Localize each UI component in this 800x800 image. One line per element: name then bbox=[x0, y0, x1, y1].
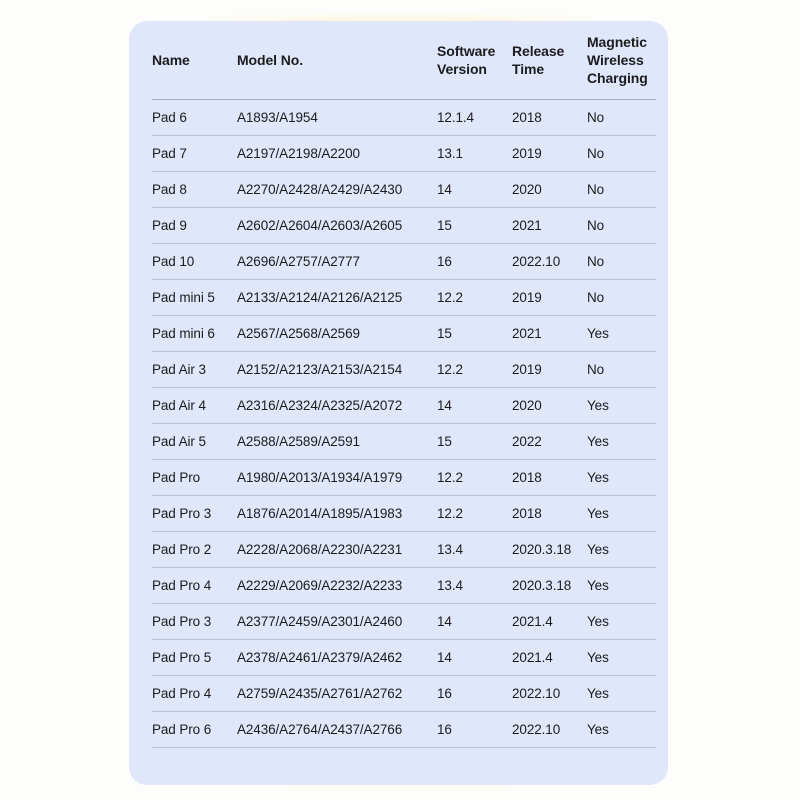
table-header-row bbox=[152, 21, 656, 100]
cell-magnetic-wireless-charging: No bbox=[587, 182, 605, 197]
cell-release-time: 2018 bbox=[512, 506, 542, 521]
compatibility-table-card bbox=[129, 21, 668, 785]
cell-release-time: 2020 bbox=[512, 182, 542, 197]
table-row bbox=[152, 208, 656, 244]
cell-name: Pad Pro 3 bbox=[152, 614, 212, 629]
cell-model-no: A2228/A2068/A2230/A2231 bbox=[237, 542, 403, 557]
cell-software-version: 13.1 bbox=[437, 146, 463, 161]
cell-model-no: A2152/A2123/A2153/A2154 bbox=[237, 362, 403, 377]
cell-model-no: A2588/A2589/A2591 bbox=[237, 434, 360, 449]
cell-release-time: 2019 bbox=[512, 362, 542, 377]
cell-name: Pad Air 3 bbox=[152, 362, 206, 377]
cell-software-version: 14 bbox=[437, 650, 452, 665]
cell-name: Pad 10 bbox=[152, 254, 195, 269]
cell-name: Pad 8 bbox=[152, 182, 187, 197]
cell-software-version: 13.4 bbox=[437, 542, 463, 557]
cell-magnetic-wireless-charging: Yes bbox=[587, 434, 609, 449]
cell-release-time: 2021 bbox=[512, 218, 542, 233]
cell-software-version: 14 bbox=[437, 182, 452, 197]
header-cell-release-time: Release Time bbox=[512, 42, 565, 77]
cell-software-version: 15 bbox=[437, 434, 452, 449]
cell-software-version: 12.2 bbox=[437, 290, 463, 305]
header-cell-model-no: Model No. bbox=[237, 51, 303, 68]
cell-software-version: 12.2 bbox=[437, 506, 463, 521]
cell-model-no: A1876/A2014/A1895/A1983 bbox=[237, 506, 403, 521]
cell-magnetic-wireless-charging: Yes bbox=[587, 542, 609, 557]
cell-release-time: 2022.10 bbox=[512, 686, 561, 701]
cell-magnetic-wireless-charging: Yes bbox=[587, 650, 609, 665]
cell-name: Pad 6 bbox=[152, 110, 187, 125]
cell-model-no: A2133/A2124/A2126/A2125 bbox=[237, 290, 403, 305]
cell-release-time: 2020.3.18 bbox=[512, 578, 572, 593]
cell-name: Pad 7 bbox=[152, 146, 187, 161]
cell-model-no: A2378/A2461/A2379/A2462 bbox=[237, 650, 403, 665]
cell-name: Pad Pro 5 bbox=[152, 650, 212, 665]
cell-magnetic-wireless-charging: No bbox=[587, 110, 605, 125]
table-row bbox=[152, 532, 656, 568]
table-row bbox=[152, 316, 656, 352]
table-row bbox=[152, 388, 656, 424]
cell-name: Pad Pro 6 bbox=[152, 722, 212, 737]
cell-software-version: 14 bbox=[437, 614, 452, 629]
cell-software-version: 12.2 bbox=[437, 362, 463, 377]
cell-release-time: 2022.10 bbox=[512, 254, 561, 269]
cell-name: Pad mini 5 bbox=[152, 290, 215, 305]
table-row bbox=[152, 640, 656, 676]
cell-release-time: 2019 bbox=[512, 290, 542, 305]
cell-model-no: A2270/A2428/A2429/A2430 bbox=[237, 182, 403, 197]
cell-software-version: 16 bbox=[437, 686, 452, 701]
table-row bbox=[152, 172, 656, 208]
table-body bbox=[152, 100, 656, 748]
cell-software-version: 15 bbox=[437, 326, 452, 341]
cell-magnetic-wireless-charging: No bbox=[587, 218, 605, 233]
table-row bbox=[152, 604, 656, 640]
cell-magnetic-wireless-charging: No bbox=[587, 146, 605, 161]
table-row bbox=[152, 424, 656, 460]
header-cell-software-version: Software Version bbox=[437, 42, 496, 77]
cell-software-version: 16 bbox=[437, 254, 452, 269]
cell-model-no: A2377/A2459/A2301/A2460 bbox=[237, 614, 403, 629]
cell-model-no: A2229/A2069/A2232/A2233 bbox=[237, 578, 403, 593]
cell-software-version: 16 bbox=[437, 722, 452, 737]
cell-model-no: A2197/A2198/A2200 bbox=[237, 146, 360, 161]
cell-magnetic-wireless-charging: Yes bbox=[587, 398, 609, 413]
table-row bbox=[152, 280, 656, 316]
cell-release-time: 2020 bbox=[512, 398, 542, 413]
cell-model-no: A2602/A2604/A2603/A2605 bbox=[237, 218, 403, 233]
cell-model-no: A2436/A2764/A2437/A2766 bbox=[237, 722, 403, 737]
cell-name: Pad Air 4 bbox=[152, 398, 206, 413]
cell-magnetic-wireless-charging: Yes bbox=[587, 686, 609, 701]
header-cell-name: Name bbox=[152, 51, 190, 68]
table-row bbox=[152, 568, 656, 604]
cell-software-version: 15 bbox=[437, 218, 452, 233]
cell-magnetic-wireless-charging: Yes bbox=[587, 722, 609, 737]
cell-release-time: 2018 bbox=[512, 110, 542, 125]
cell-release-time: 2019 bbox=[512, 146, 542, 161]
table-row bbox=[152, 712, 656, 748]
cell-release-time: 2018 bbox=[512, 470, 542, 485]
cell-software-version: 12.1.4 bbox=[437, 110, 474, 125]
cell-release-time: 2022.10 bbox=[512, 722, 561, 737]
table-row bbox=[152, 244, 656, 280]
table-row bbox=[152, 352, 656, 388]
cell-name: Pad Pro 4 bbox=[152, 578, 212, 593]
cell-magnetic-wireless-charging: No bbox=[587, 290, 605, 305]
cell-name: Pad Pro bbox=[152, 470, 201, 485]
cell-release-time: 2022 bbox=[512, 434, 542, 449]
cell-name: Pad Pro 3 bbox=[152, 506, 212, 521]
cell-model-no: A2567/A2568/A2569 bbox=[237, 326, 360, 341]
cell-magnetic-wireless-charging: Yes bbox=[587, 578, 609, 593]
cell-model-no: A1980/A2013/A1934/A1979 bbox=[237, 470, 403, 485]
cell-model-no: A2316/A2324/A2325/A2072 bbox=[237, 398, 403, 413]
cell-magnetic-wireless-charging: No bbox=[587, 362, 605, 377]
cell-magnetic-wireless-charging: Yes bbox=[587, 614, 609, 629]
cell-release-time: 2021 bbox=[512, 326, 542, 341]
header-cell-magnetic-wireless-charging: Magnetic Wireless Charging bbox=[587, 33, 648, 87]
cell-model-no: A1893/A1954 bbox=[237, 110, 318, 125]
cell-name: Pad mini 6 bbox=[152, 326, 215, 341]
table-row bbox=[152, 100, 656, 136]
table-row bbox=[152, 676, 656, 712]
table-row bbox=[152, 460, 656, 496]
cell-release-time: 2021.4 bbox=[512, 650, 553, 665]
cell-software-version: 13.4 bbox=[437, 578, 463, 593]
cell-name: Pad Air 5 bbox=[152, 434, 206, 449]
cell-model-no: A2759/A2435/A2761/A2762 bbox=[237, 686, 403, 701]
cell-software-version: 12.2 bbox=[437, 470, 463, 485]
table-row bbox=[152, 136, 656, 172]
cell-magnetic-wireless-charging: Yes bbox=[587, 326, 609, 341]
table-row bbox=[152, 496, 656, 532]
cell-magnetic-wireless-charging: Yes bbox=[587, 470, 609, 485]
cell-name: Pad Pro 4 bbox=[152, 686, 212, 701]
cell-name: Pad 9 bbox=[152, 218, 187, 233]
cell-software-version: 14 bbox=[437, 398, 452, 413]
cell-release-time: 2021.4 bbox=[512, 614, 553, 629]
cell-magnetic-wireless-charging: Yes bbox=[587, 506, 609, 521]
cell-name: Pad Pro 2 bbox=[152, 542, 212, 557]
cell-magnetic-wireless-charging: No bbox=[587, 254, 605, 269]
cell-model-no: A2696/A2757/A2777 bbox=[237, 254, 360, 269]
cell-release-time: 2020.3.18 bbox=[512, 542, 572, 557]
